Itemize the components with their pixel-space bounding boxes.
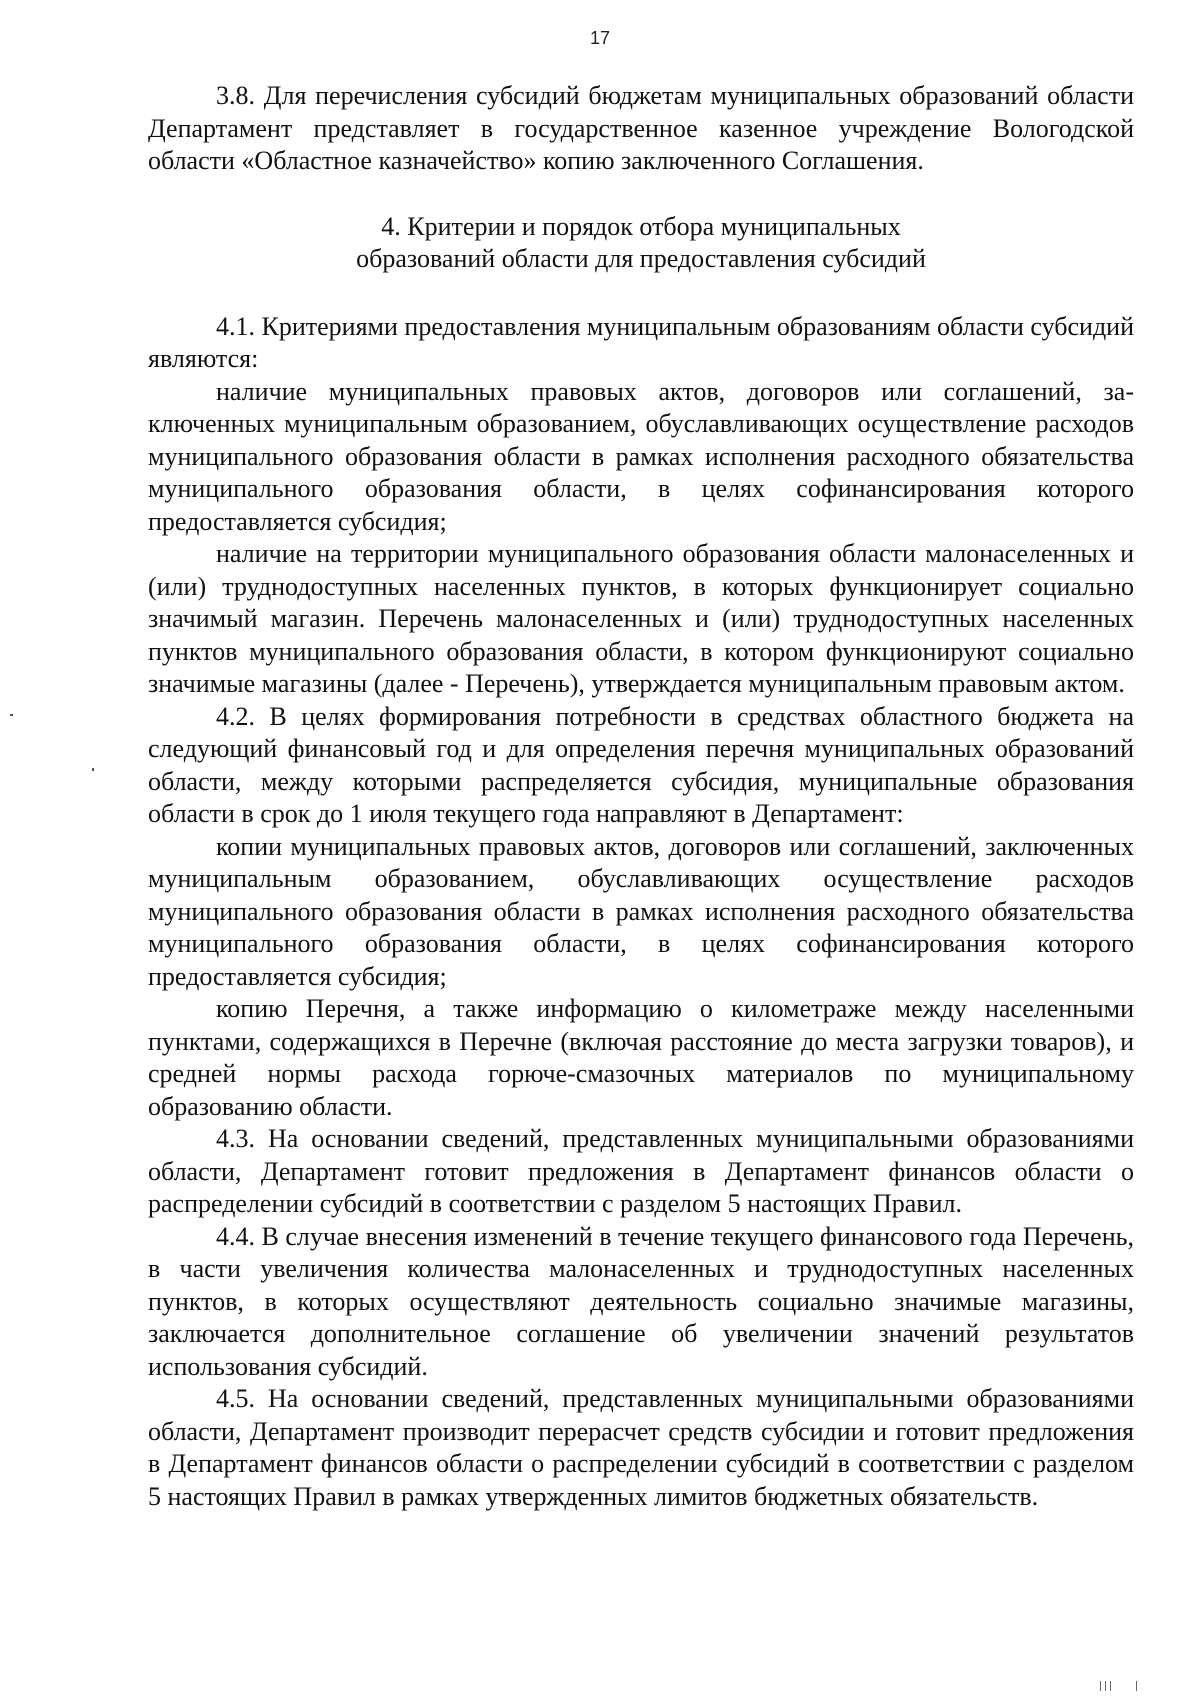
paragraph-criterion-2: наличие на территории муниципального образования области малонаселенных и (или) труднодоступных населенных пунктов, в которых функционирует социально значимый магазин. Перечень малонаселенных и (или) труднодоступных населенных пунктов муниципального образования области, в котором функционируют социально значимые магазины (далее - Перечень), утверждается муниципальным правовым актом. [148, 539, 1134, 698]
paragraph-3-8: 3.8. Для перечисления субсидий бюджетам муниципальных образований области Департамент представляет в государственное казенное учреждение Вологодской области «Областное казначейство» копию заключенного Соглашения. [148, 81, 1134, 175]
paragraph-4-4: 4.4. В случае внесения изменений в течение текущего финансового года Перечень, в части увеличения количества малонаселенных и труднодоступных населенных пунктов, в которых осуществляют деятельность социально значимые магазины, заключается дополнительное соглашение об увеличении значений результатов использования субсидий. [148, 1221, 1134, 1381]
page-number: 17 [589, 28, 611, 48]
scan-edge-marks [1100, 1679, 1140, 1691]
paragraph-documents-1: копии муниципальных правовых актов, договоров или соглашений, заключенных муниципальным образованием, обуславливающих осуществление расходов муниципального образования области в рамках исполнения расходного обязательства муниципального образования области, в целях софинансирования которого предоставляется субсидия; [148, 831, 1134, 991]
paragraph-documents-2: копию Перечня, а также информацию о километраже между населенными пунктами, содержащихся в Перечне (включая расстояние до места загрузки товаров), и средней нормы расхода горюче-смазочных материалов по муниципальному образованию области. [148, 994, 1134, 1121]
paragraph-4-5: 4.5. На основании сведений, представленных муниципальными образованиями области, Департамент производит перерасчет средств субсидии и готовит предложения в Департамент финансов области о распределении субсидий в соответствии с разделом 5 настоящих Правил в рамках утвержденных лимитов бюджетных обязательств. [148, 1384, 1134, 1511]
section-heading-line-1: 4. Критерии и порядок отбора муниципальных [381, 211, 901, 241]
paragraph-4-3: 4.3. На основании сведений, представленных муниципальными образованиями области, Департамент готовит предложения в Департамент финансов области о распределении субсидий в соответствии с разделом 5 настоящих Правил. [148, 1124, 1134, 1218]
scan-speck [10, 714, 13, 716]
section-heading [148, 211, 1134, 276]
scan-speck [92, 768, 94, 771]
paragraph-4-2: 4.2. В целях формирования потребности в средствах областного бюджета на следующий финансовый год и для определения перечня муниципальных образований области, между которыми распределяется субсидия, муниципальные образования области в срок до 1 июля текущего года направляют в Департамент: [148, 701, 1134, 828]
paragraph-criterion-1: наличие муниципальных правовых актов, договоров или соглашений, заключенных муниципальным образованием, обуславливающих осуществление расходов муниципального образования области в рамках исполнения расходного обязательства муниципального образования области, в целях софинансирования которого предоставляется субсидия; [148, 376, 1134, 536]
document-body [148, 80, 1134, 1513]
section-heading-line-2: образований области для предоставления субсидий [356, 244, 926, 273]
paragraph-4-1: 4.1. Критериями предоставления муниципальным образованиям области субсидий являются: [148, 311, 1134, 373]
